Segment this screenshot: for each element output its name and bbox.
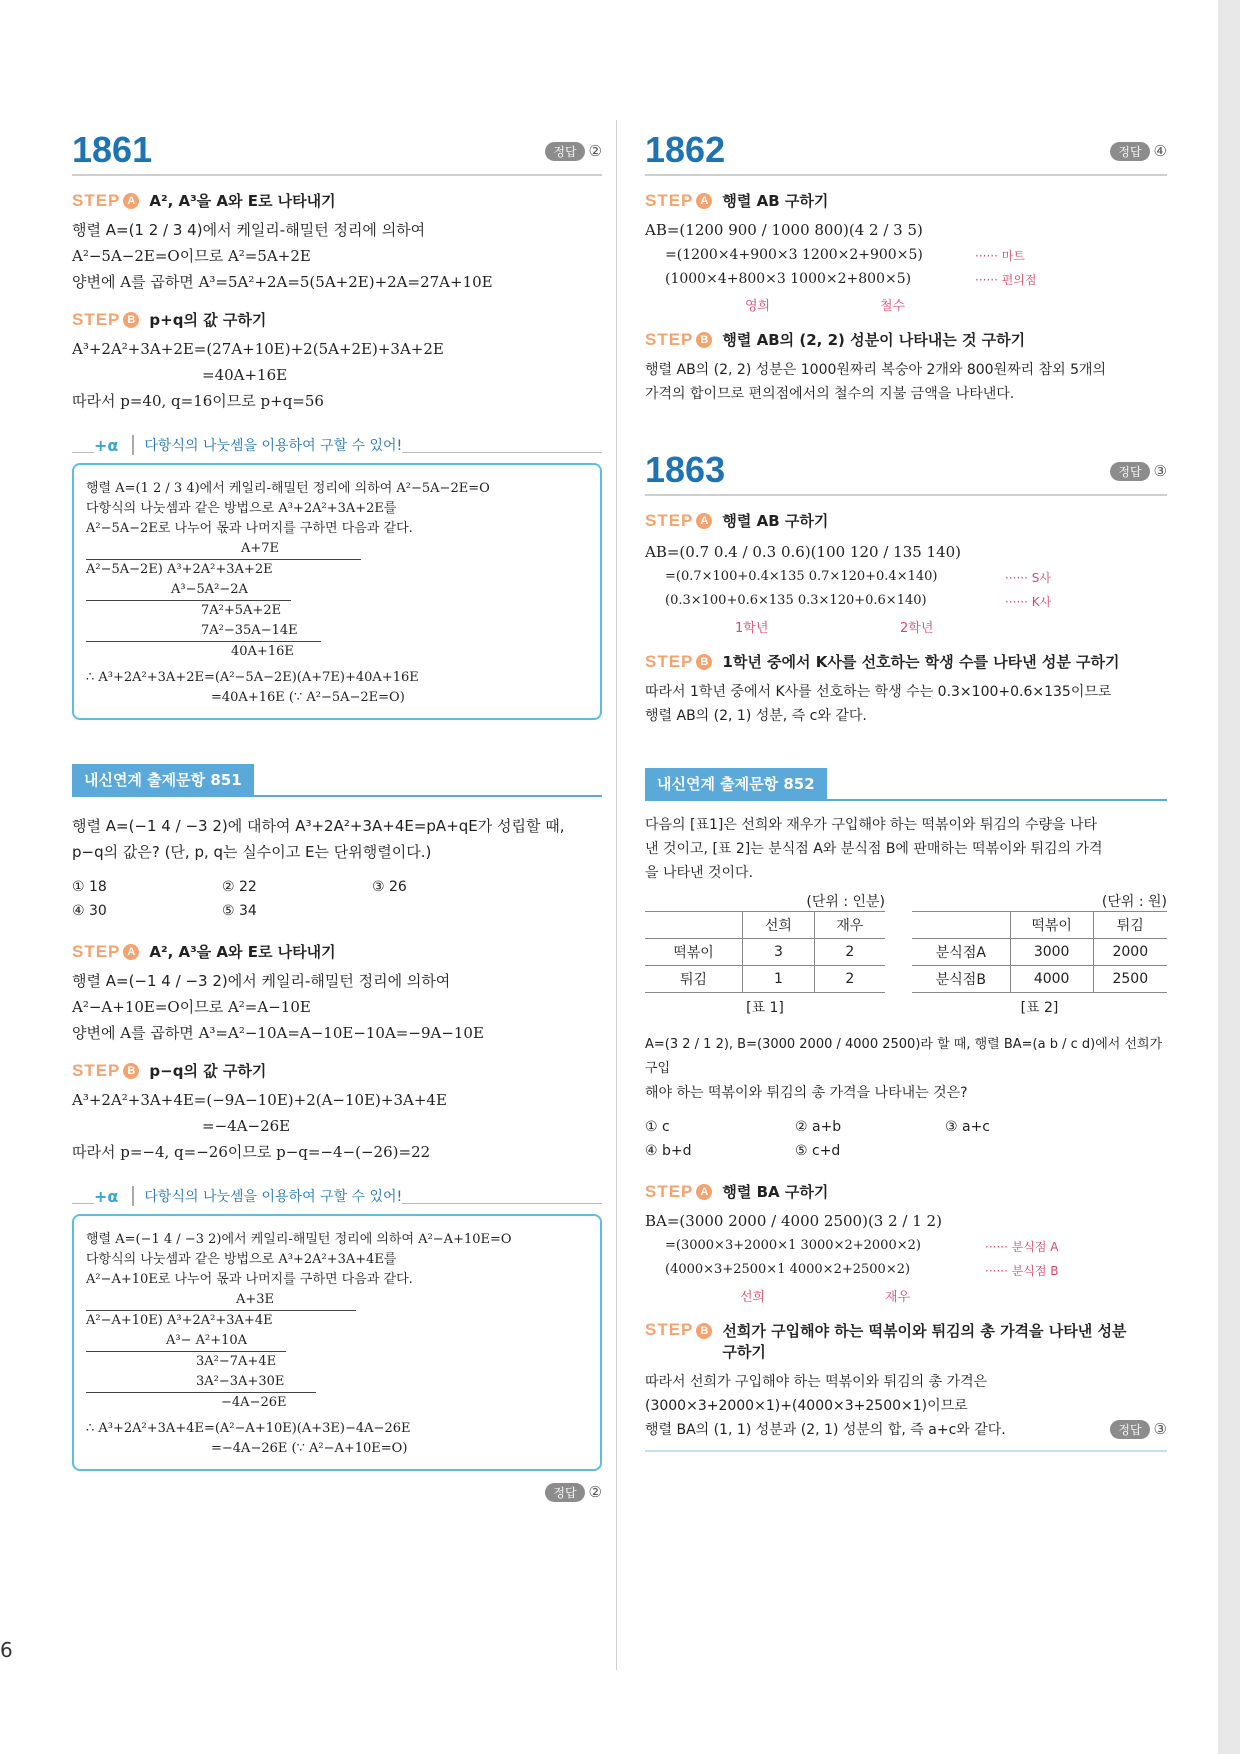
table-cell: 2500 [1093, 966, 1167, 993]
step-b-heading [72, 309, 602, 330]
column-labels [645, 613, 1167, 637]
page-edge [1218, 0, 1240, 1754]
text-line: 따라서 1학년 중에서 K사를 선호하는 학생 수는 0.3×100+0.6×135이므로 [645, 684, 1112, 700]
row-label: ······ S사 [1005, 571, 1051, 585]
matrix-product: AB=(0.7 0.4 / 0.3 0.6)(100 120 / 135 140) [645, 543, 962, 561]
math-line: 양변에 A를 곱하면 A³=5A²+2A=5(5A+2E)+2A=27A+10E [72, 273, 493, 291]
step-b-heading [645, 1320, 1167, 1362]
column-label: 철수 [880, 299, 906, 314]
answer-value: ③ [1153, 1420, 1167, 1438]
division-step: 3A²−3A+30E [86, 1372, 316, 1393]
math-line: =−4A−26E [202, 1117, 291, 1135]
question-line: 을 나타낸 것이다. [645, 865, 754, 881]
step-a-heading [645, 1181, 1167, 1202]
text-line: 행렬 AB의 (2, 2) 성분은 1000원짜리 복숭아 2개와 800원짜리 참외 5개의 [645, 362, 1107, 378]
text-line: (3000×3+2000×1)+(4000×3+2500×1)이므로 [645, 1398, 968, 1414]
column-label: 선희 [740, 1290, 766, 1305]
table-unit: (단위 : 원) [1101, 894, 1167, 910]
plus-alpha-icon: +α [94, 435, 119, 455]
table-cell: 2 [814, 966, 885, 993]
answer-value: ④ [1153, 142, 1167, 160]
box-line: =−4A−26E (∵ A²−A+10E=O) [211, 1441, 408, 1456]
step-a-heading [72, 941, 602, 962]
row-label: ······ 마트 [975, 249, 1025, 263]
matrix-row: =(3000×3+2000×1 3000×2+2000×2) [665, 1238, 921, 1253]
math-line: A²−5A−2E=O이므로 A²=5A+2E [72, 247, 311, 265]
box-line: ∴ A³+2A²+3A+2E=(A²−5A−2E)(A+7E)+40A+16E [86, 670, 419, 685]
naeshin-header: 내신연계 출제문항 852 [645, 768, 827, 799]
matrix-product: AB=(1200 900 / 1000 800)(4 2 / 3 5) [645, 221, 923, 239]
box-line: 행렬 A=(1 2 / 3 4)에서 케일리-해밀턴 정리에 의하여 A²−5A−2E=O [86, 481, 490, 496]
table-cell [912, 912, 1010, 939]
division-quotient: A+3E [86, 1290, 356, 1311]
plus-alpha-header [94, 1186, 402, 1206]
naeshin-header: 내신연계 출제문항 851 [72, 764, 254, 795]
tables-row [645, 891, 1167, 1017]
answer-label: 정답 [1110, 142, 1149, 161]
text-line: 따라서 선희가 구입해야 하는 떡볶이와 튀김의 총 가격은 [645, 1374, 988, 1390]
step-word: STEP [72, 309, 121, 329]
answer-badge [1110, 142, 1167, 161]
text-line: 가격의 합이므로 편의점에서의 철수의 지불 금액을 나타낸다. [645, 386, 1015, 402]
question-line: 다음의 [표1]은 선희와 재우가 구입해야 하는 떡볶이와 튀김의 수량을 나타 [645, 817, 1098, 833]
answer-value: ② [588, 142, 602, 160]
question-line: 낸 것이고, [표 2]는 분식점 A와 분식점 B에 판매하는 떡볶이와 튀김의 가격 [645, 841, 1103, 857]
step-letter: B [696, 1323, 712, 1339]
matrix-row: =(0.7×100+0.4×135 0.7×120+0.4×140) [665, 569, 938, 584]
table-row [912, 966, 1167, 993]
matrix-row: (4000×3+2500×1 4000×2+2500×2) [665, 1262, 911, 1277]
box-line: 행렬 A=(−1 4 / −3 2)에서 케일리-해밀턴 정리에 의하여 A²−A+10E=O [86, 1232, 512, 1247]
step-title: 선희가 구입해야 하는 떡볶이와 튀김의 총 가격을 나타낸 성분 [722, 1322, 1127, 1340]
matrix-result [645, 1234, 1167, 1282]
choice-4[interactable]: ④ 30 [72, 903, 107, 919]
choice-3[interactable]: ③ 26 [372, 879, 407, 895]
table-cell: 떡볶이 [1010, 912, 1093, 939]
table-cell: 3000 [1010, 939, 1093, 966]
answer-value: ③ [1153, 462, 1167, 480]
choice-4[interactable]: ④ b+d [645, 1143, 692, 1159]
step-word: STEP [645, 190, 694, 210]
question-line: 해야 하는 떡볶이와 튀김의 총 가격을 나타내는 것은? [645, 1085, 968, 1101]
table-cell [645, 912, 743, 939]
column-divider [616, 120, 617, 1670]
step-word: STEP [645, 1320, 694, 1339]
table-cell: 떡볶이 [645, 939, 743, 966]
table-cell: 2000 [1093, 939, 1167, 966]
table-cell: 재우 [814, 912, 885, 939]
problem-1861 [72, 130, 602, 720]
step-b-heading [645, 651, 1167, 672]
problem-number: 1861 [72, 129, 153, 170]
step-title: 행렬 AB의 (2, 2) 성분이 나타내는 것 구하기 [722, 331, 1026, 349]
division-step: 3A²−7A+4E [196, 1354, 277, 1369]
table-caption: [표 2] [1020, 1000, 1059, 1016]
step-title: 행렬 BA 구하기 [722, 1183, 829, 1201]
right-column [645, 130, 1167, 1452]
question-line: 행렬 A=(−1 4 / −3 2)에 대하여 A³+2A²+3A+4E=pA+qE가 성립할 때, [72, 817, 565, 835]
final-line [645, 1418, 1167, 1442]
division-step: A³− A²+10A [86, 1331, 286, 1352]
table-header-row [912, 912, 1167, 939]
answer-badge [1110, 1420, 1167, 1439]
table-cell: 1 [743, 966, 815, 993]
matrix-result [645, 243, 1167, 291]
table-cell: 4000 [1010, 966, 1093, 993]
matrix-row: (1000×4+800×3 1000×2+800×5) [665, 271, 912, 287]
table-cell: 2 [814, 939, 885, 966]
divider-line [72, 174, 602, 176]
choices [72, 875, 602, 923]
naeshin-line [645, 799, 1167, 801]
choice-5[interactable]: ⑤ c+d [795, 1143, 841, 1159]
plus-alpha-box [72, 435, 602, 720]
step-letter: A [696, 513, 712, 529]
table-row [645, 966, 885, 993]
choice-2[interactable]: ② 22 [222, 879, 257, 895]
step-title: 행렬 AB 구하기 [722, 192, 829, 210]
box-line: A²−A+10E로 나누어 몫과 나머지를 구하면 다음과 같다. [86, 1272, 413, 1287]
table-header-row [645, 912, 885, 939]
plus-alpha-header [94, 435, 402, 455]
table-unit: (단위 : 인분) [806, 894, 885, 910]
table-1 [645, 891, 885, 1017]
box-line: 다항식의 나눗셈과 같은 방법으로 A³+2A²+3A+4E를 [86, 1252, 397, 1267]
step-letter: A [123, 193, 139, 209]
division-step: 7A²+5A+2E [201, 603, 282, 618]
column-label: 2학년 [900, 621, 934, 636]
step-title: A², A³을 A와 E로 나타내기 [149, 943, 336, 961]
step-a-heading [645, 510, 1167, 531]
step-letter: B [123, 1063, 139, 1079]
text-line: 행렬 AB의 (2, 1) 성분, 즉 c와 같다. [645, 708, 867, 724]
divider-line [645, 174, 1167, 176]
plus-alpha-frame [72, 1186, 602, 1471]
step-a-heading [645, 190, 1167, 211]
step-letter: A [696, 193, 712, 209]
table-cell: 튀김 [645, 966, 743, 993]
question-line: A=(3 2 / 1 2), B=(3000 2000 / 4000 2500)라 할 때, 행렬 BA=(a b / c d)에서 선희가 구입 [645, 1037, 1163, 1076]
step-letter: A [123, 944, 139, 960]
row-label: ······ 분식점 B [985, 1264, 1059, 1278]
text-line: 행렬 BA의 (1, 1) 성분과 (2, 1) 성분의 합, 즉 a+c와 같다. [645, 1422, 1006, 1438]
division-dividend: A²−A+10E) A³+2A²+3A+4E [86, 1313, 273, 1328]
table-caption: [표 1] [746, 1000, 784, 1016]
column-label: 영희 [745, 299, 771, 314]
column-labels [645, 291, 1167, 315]
step-word: STEP [645, 1181, 694, 1201]
division-remainder: 40A+16E [231, 644, 294, 659]
column-label: 1학년 [735, 621, 769, 636]
math-line: A³+2A²+3A+4E=(−9A−10E)+2(A−10E)+3A+4E [72, 1091, 447, 1109]
division-dividend: A²−5A−2E) A³+2A²+3A+2E [86, 562, 273, 577]
step-b-heading [645, 329, 1167, 350]
step-b-heading [72, 1060, 602, 1081]
choice-1[interactable]: ① 18 [72, 879, 107, 895]
naeshin-851 [72, 764, 602, 1502]
row-label: ······ K사 [1005, 595, 1052, 609]
step-title: 1학년 중에서 K사를 선호하는 학생 수를 나타낸 성분 구하기 [722, 653, 1120, 671]
matrix-product: BA=(3000 2000 / 4000 2500)(3 2 / 1 2) [645, 1212, 942, 1230]
table-row [912, 939, 1167, 966]
math-line: 따라서 p=−4, q=−26이므로 p−q=−4−(−26)=22 [72, 1143, 431, 1161]
step-title: A², A³을 A와 E로 나타내기 [149, 192, 336, 210]
bottom-line [645, 1450, 1167, 1452]
step-title: 구하기 [722, 1343, 766, 1361]
column-labels [645, 1282, 1167, 1306]
step-title: 행렬 AB 구하기 [722, 512, 829, 530]
math-line: 양변에 A를 곱하면 A³=A²−10A=A−10E−10A=−9A−10E [72, 1024, 484, 1042]
problem-1862 [645, 130, 1167, 406]
table-cell: 분식점B [912, 966, 1010, 993]
division-quotient: A+7E [86, 539, 361, 560]
answer-label: 정답 [545, 1483, 584, 1502]
matrix-row: =(1200×4+900×3 1200×2+900×5) [665, 247, 923, 263]
plus-alpha-icon: +α [94, 1186, 119, 1206]
naeshin-852 [645, 768, 1167, 1452]
box-line: 다항식의 나눗셈과 같은 방법으로 A³+2A²+3A+2E를 [86, 501, 397, 516]
step-title: p−q의 값 구하기 [149, 1062, 267, 1080]
problem-number: 1862 [645, 129, 726, 170]
answer-badge [545, 142, 602, 161]
box-line: =40A+16E (∵ A²−5A−2E=O) [211, 690, 405, 705]
step-letter: B [696, 654, 712, 670]
answer-badge [1110, 462, 1167, 481]
plus-alpha-title: 다항식의 나눗셈을 이용하여 구할 수 있어! [132, 1186, 402, 1206]
table-cell: 분식점A [912, 939, 1010, 966]
step-word: STEP [72, 941, 121, 961]
math-line: A²−A+10E=O이므로 A²=A−10E [72, 998, 311, 1016]
step-word: STEP [645, 510, 694, 530]
problem-number: 1863 [645, 449, 726, 490]
math-line: A³+2A²+3A+2E=(27A+10E)+2(5A+2E)+3A+2E [72, 340, 444, 358]
division-step: A³−5A²−2A [86, 580, 291, 601]
text-line: 행렬 A=(−1 4 / −3 2)에서 케일리-해밀턴 정리에 의하여 [72, 972, 451, 990]
step-title-block [722, 1320, 1126, 1362]
choice-1[interactable]: ① c [645, 1119, 670, 1135]
step-word: STEP [645, 329, 694, 349]
text-line: 행렬 A=(1 2 / 3 4)에서 케일리-해밀턴 정리에 의하여 [72, 221, 426, 239]
choices [645, 1115, 1167, 1163]
plus-alpha-frame [72, 435, 602, 720]
step-title: p+q의 값 구하기 [149, 311, 267, 329]
matrix-row: (0.3×100+0.6×135 0.3×120+0.6×140) [665, 593, 927, 608]
table-cell: 튀김 [1093, 912, 1167, 939]
plus-alpha-title: 다항식의 나눗셈을 이용하여 구할 수 있어! [132, 435, 402, 455]
table-cell: 3 [743, 939, 815, 966]
step-letter: B [123, 312, 139, 328]
math-line: =40A+16E [202, 366, 288, 384]
table-cell: 선희 [743, 912, 815, 939]
problem-1863 [645, 450, 1167, 728]
naeshin-line [72, 795, 602, 797]
row-label: ······ 분식점 A [985, 1240, 1059, 1254]
table-row [645, 939, 885, 966]
step-a-heading [72, 190, 602, 211]
row-label: ······ 편의점 [975, 273, 1037, 287]
left-column [72, 130, 602, 1502]
division-remainder: −4A−26E [221, 1395, 287, 1410]
step-letter: A [696, 1184, 712, 1200]
box-line: ∴ A³+2A²+3A+4E=(A²−A+10E)(A+3E)−4A−26E [86, 1421, 411, 1436]
choice-3[interactable]: ③ a+c [945, 1119, 991, 1135]
step-word: STEP [645, 651, 694, 671]
answer-label: 정답 [1110, 1420, 1149, 1439]
answer-label: 정답 [545, 142, 584, 161]
choice-2[interactable]: ② a+b [795, 1119, 842, 1135]
page-number-fragment: 6 [0, 1638, 13, 1662]
table-2 [912, 891, 1167, 1017]
math-line: 따라서 p=40, q=16이므로 p+q=56 [72, 392, 324, 410]
column-label: 재우 [885, 1290, 911, 1305]
answer-badge [72, 1483, 602, 1502]
answer-value: ② [588, 1483, 602, 1501]
step-letter: B [696, 332, 712, 348]
matrix-result [645, 565, 1167, 613]
division-step: 7A²−35A−14E [86, 621, 321, 642]
divider-line [645, 494, 1167, 496]
step-word: STEP [72, 190, 121, 210]
question-line: p−q의 값은? (단, p, q는 실수이고 E는 단위행렬이다.) [72, 843, 432, 861]
choice-5[interactable]: ⑤ 34 [222, 903, 257, 919]
answer-label: 정답 [1110, 462, 1149, 481]
box-line: A²−5A−2E로 나누어 몫과 나머지를 구하면 다음과 같다. [86, 521, 413, 536]
step-word: STEP [72, 1060, 121, 1080]
plus-alpha-box [72, 1186, 602, 1471]
